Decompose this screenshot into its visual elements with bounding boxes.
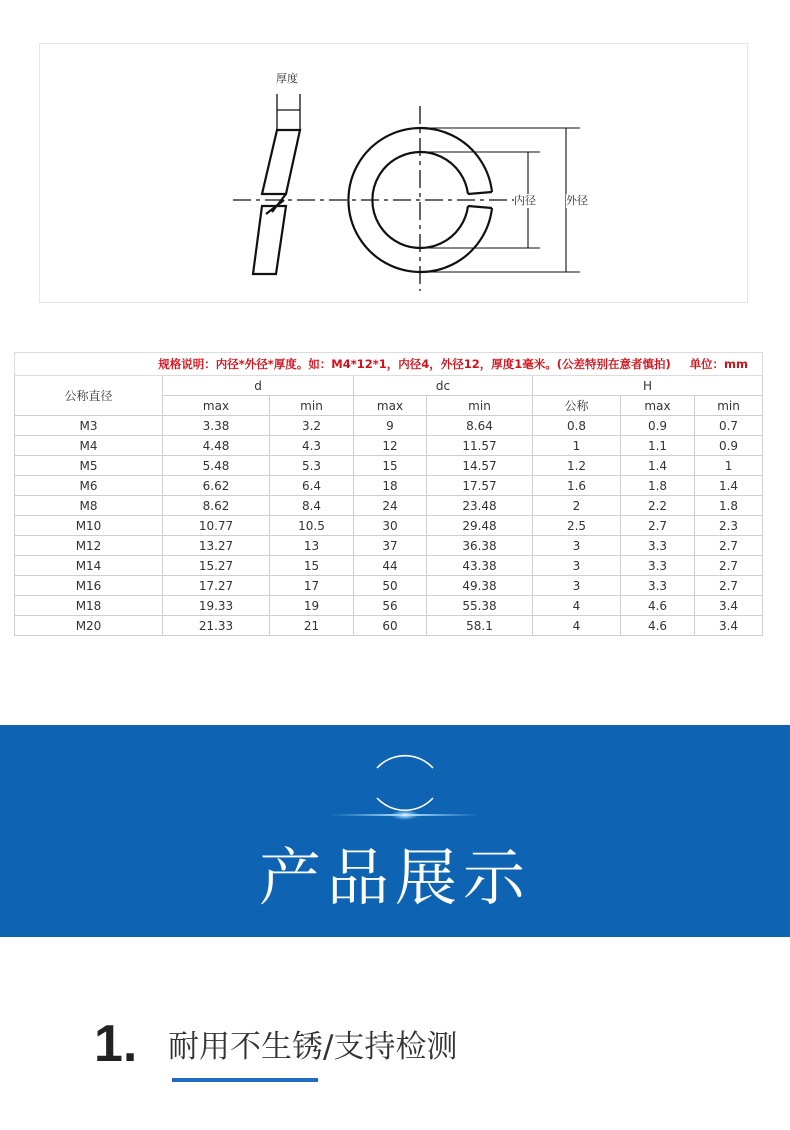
value-cell: 0.7 xyxy=(695,416,763,436)
sub-header: min xyxy=(427,396,533,416)
value-cell: 3.4 xyxy=(695,616,763,636)
value-cell: 5.3 xyxy=(270,456,354,476)
value-cell: 3.3 xyxy=(621,556,695,576)
table-row xyxy=(15,556,763,576)
value-cell: 49.38 xyxy=(427,576,533,596)
value-cell: 19 xyxy=(270,596,354,616)
value-cell: 1.2 xyxy=(533,456,621,476)
value-cell: 13.27 xyxy=(163,536,270,556)
value-cell: 55.38 xyxy=(427,596,533,616)
value-cell: 8.64 xyxy=(427,416,533,436)
group-header-h: H xyxy=(533,376,763,396)
value-cell: 15.27 xyxy=(163,556,270,576)
value-cell: 43.38 xyxy=(427,556,533,576)
sub-header: max xyxy=(163,396,270,416)
feature-number: 1. xyxy=(94,1015,138,1073)
ornament-glow-dot xyxy=(391,810,419,820)
value-cell: 10.5 xyxy=(270,516,354,536)
table-row xyxy=(15,456,763,476)
value-cell: 4 xyxy=(533,616,621,636)
value-cell: 17 xyxy=(270,576,354,596)
value-cell: 1.1 xyxy=(621,436,695,456)
value-cell: 19.33 xyxy=(163,596,270,616)
value-cell: 0.9 xyxy=(621,416,695,436)
value-cell: 2.7 xyxy=(695,576,763,596)
size-cell: M14 xyxy=(15,556,163,576)
sub-header: 公称 xyxy=(533,396,621,416)
size-cell: M18 xyxy=(15,596,163,616)
value-cell: 36.38 xyxy=(427,536,533,556)
unit-label: 单位：mm xyxy=(689,357,749,371)
value-cell: 2.5 xyxy=(533,516,621,536)
group-header-dc: dc xyxy=(354,376,533,396)
spec-rows xyxy=(15,416,763,636)
spec-note-row xyxy=(15,353,763,376)
value-cell: 12 xyxy=(354,436,427,456)
value-cell: 5.48 xyxy=(163,456,270,476)
value-cell: 3.3 xyxy=(621,576,695,596)
value-cell: 3 xyxy=(533,556,621,576)
value-cell: 0.8 xyxy=(533,416,621,436)
value-cell: 1.6 xyxy=(533,476,621,496)
value-cell: 23.48 xyxy=(427,496,533,516)
value-cell: 8.4 xyxy=(270,496,354,516)
size-cell: M5 xyxy=(15,456,163,476)
sub-header: min xyxy=(270,396,354,416)
value-cell: 21.33 xyxy=(163,616,270,636)
value-cell: 17.57 xyxy=(427,476,533,496)
value-cell: 2.7 xyxy=(695,536,763,556)
value-cell: 1 xyxy=(533,436,621,456)
value-cell: 11.57 xyxy=(427,436,533,456)
table-row xyxy=(15,476,763,496)
size-cell: M3 xyxy=(15,416,163,436)
washer-diagram xyxy=(39,43,748,303)
value-cell: 1.8 xyxy=(695,496,763,516)
table-row xyxy=(15,416,763,436)
value-cell: 2.3 xyxy=(695,516,763,536)
table-row xyxy=(15,616,763,636)
value-cell: 18 xyxy=(354,476,427,496)
value-cell: 15 xyxy=(270,556,354,576)
table-row xyxy=(15,496,763,516)
value-cell: 4.6 xyxy=(621,616,695,636)
value-cell: 21 xyxy=(270,616,354,636)
value-cell: 58.1 xyxy=(427,616,533,636)
size-cell: M6 xyxy=(15,476,163,496)
ornament-top-arc xyxy=(377,756,433,768)
feature-title: 耐用不生锈/支持检测 xyxy=(168,1029,458,1065)
group-header-row xyxy=(15,376,763,396)
value-cell: 37 xyxy=(354,536,427,556)
value-cell: 1.4 xyxy=(695,476,763,496)
feature-underline xyxy=(172,1078,318,1082)
value-cell: 9 xyxy=(354,416,427,436)
value-cell: 3.2 xyxy=(270,416,354,436)
value-cell: 13 xyxy=(270,536,354,556)
spec-table xyxy=(14,352,763,636)
value-cell: 4 xyxy=(533,596,621,616)
value-cell: 30 xyxy=(354,516,427,536)
table-row xyxy=(15,436,763,456)
washer-drawing xyxy=(40,44,747,302)
value-cell: 1.4 xyxy=(621,456,695,476)
size-cell: M10 xyxy=(15,516,163,536)
value-cell: 0.9 xyxy=(695,436,763,456)
value-cell: 24 xyxy=(354,496,427,516)
size-cell: M4 xyxy=(15,436,163,456)
inner-diameter-label: 内径 xyxy=(514,194,536,207)
group-header-d: d xyxy=(163,376,354,396)
value-cell: 1 xyxy=(695,456,763,476)
size-cell: M16 xyxy=(15,576,163,596)
table-row xyxy=(15,596,763,616)
value-cell: 2 xyxy=(533,496,621,516)
value-cell: 3.3 xyxy=(621,536,695,556)
value-cell: 3.38 xyxy=(163,416,270,436)
value-cell: 3 xyxy=(533,576,621,596)
nominal-diameter-header: 公称直径 xyxy=(15,376,163,416)
value-cell: 3 xyxy=(533,536,621,556)
value-cell: 10.77 xyxy=(163,516,270,536)
value-cell: 1.8 xyxy=(621,476,695,496)
value-cell: 4.48 xyxy=(163,436,270,456)
sub-header: min xyxy=(695,396,763,416)
table-row xyxy=(15,516,763,536)
sub-header: max xyxy=(621,396,695,416)
value-cell: 2.7 xyxy=(695,556,763,576)
outer-diameter-label: 外径 xyxy=(566,194,588,207)
value-cell: 6.62 xyxy=(163,476,270,496)
value-cell: 17.27 xyxy=(163,576,270,596)
value-cell: 50 xyxy=(354,576,427,596)
size-cell: M12 xyxy=(15,536,163,556)
value-cell: 60 xyxy=(354,616,427,636)
value-cell: 15 xyxy=(354,456,427,476)
value-cell: 2.2 xyxy=(621,496,695,516)
value-cell: 56 xyxy=(354,596,427,616)
value-cell: 8.62 xyxy=(163,496,270,516)
value-cell: 44 xyxy=(354,556,427,576)
value-cell: 14.57 xyxy=(427,456,533,476)
table-row xyxy=(15,536,763,556)
value-cell: 2.7 xyxy=(621,516,695,536)
value-cell: 3.4 xyxy=(695,596,763,616)
value-cell: 4.3 xyxy=(270,436,354,456)
value-cell: 6.4 xyxy=(270,476,354,496)
ornament-bottom-arc xyxy=(377,798,433,810)
sub-header: max xyxy=(354,396,427,416)
value-cell: 29.48 xyxy=(427,516,533,536)
banner-title: 产品展示 xyxy=(258,841,531,914)
size-cell: M20 xyxy=(15,616,163,636)
value-cell: 4.6 xyxy=(621,596,695,616)
thickness-label: 厚度 xyxy=(276,72,298,85)
size-cell: M8 xyxy=(15,496,163,516)
table-row xyxy=(15,576,763,596)
spec-note: 规格说明：内径*外径*厚度。如：M4*12*1，内径4，外径12，厚度1毫米。(公差特别在意者慎拍) xyxy=(158,357,671,371)
